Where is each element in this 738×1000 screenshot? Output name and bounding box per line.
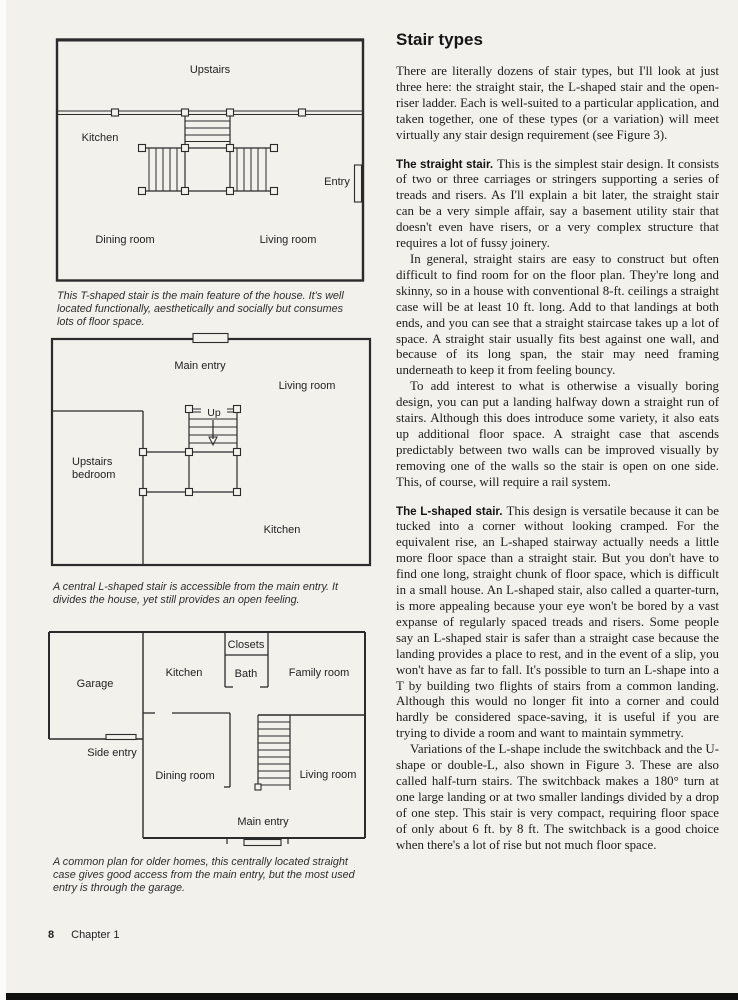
- fig3-label-closets: Closets: [227, 639, 265, 651]
- floor-plan-straight: [48, 626, 370, 848]
- paragraph-text: There are literally dozens of stair types, but I'll look at just three here: the straight stair, the L-shaped stair and the open-riser ladder. Each is well-suited to a particular application, and taken together, one of these types (or a variation) will meet virtually any stair design requirement (see Figure 3).: [396, 64, 719, 142]
- paragraph: [396, 504, 719, 743]
- floor-plan-t-shaped: [55, 37, 365, 283]
- paragraph: [396, 64, 719, 144]
- page-number: 8: [48, 929, 55, 941]
- page-footer: [48, 929, 119, 941]
- figure-caption: A common plan for older homes, this centrally located straight case gives good access from the main entry, but the most used entry is through the garage.: [53, 856, 355, 895]
- scan-left-edge: [0, 0, 6, 1000]
- paragraph-text: Variations of the L-shape include the switchback and the U-shape or double-L, also shown in Figure 3. These are also called half-turn stairs. The switchback makes a 180° turn at one large landing or at two smaller landings divided by a drop of one step. This stair is very compact, requiring floor space of only about 6 ft. by 8 ft. The switchback is a good choice when there's a lot of rise but not much floor space.: [396, 742, 719, 852]
- fig2-label-bedroom-2: bedroom: [72, 469, 116, 481]
- figure-caption: A central L-shaped stair is accessible from the main entry. It divides the house, yet still provides an open feeling.: [53, 581, 339, 607]
- page-title: Stair types: [396, 30, 483, 49]
- fig3-label-living: Living room: [299, 769, 357, 781]
- paragraph-text: In general, straight stairs are easy to construct but often difficult to find room for on the floor plan. They're long and skinny, so in a house with conventional 8-ft. ceilings a straight case will be at least 10 ft. long. Add to that landings at both ends, and you can see that a straight staircase takes up a lot of space. A straight stair usually fits best against one wall, and because of its long span, the stair may need framing underneath to keep it from feeling bouncy.: [396, 251, 719, 378]
- fig1-label-entry: Entry: [324, 176, 350, 188]
- figure-straight-stair-plan: [48, 626, 370, 848]
- scan-bottom-edge: [6, 993, 738, 1000]
- paragraph: [396, 252, 719, 379]
- fig3-label-main-entry: Main entry: [237, 816, 289, 828]
- fig1-label-living: Living room: [259, 234, 317, 246]
- article-column: [396, 30, 719, 854]
- fig3-label-side-entry: Side entry: [87, 747, 137, 759]
- fig1-label-dining: Dining room: [95, 234, 155, 246]
- paragraph: [396, 157, 719, 252]
- figure-caption: This T-shaped stair is the main feature of the house. It's well located functionally, aesthetically and socially but consumes lots of floor space.: [57, 290, 344, 329]
- fig2-label-up: Up: [207, 407, 221, 419]
- paragraph-lead: The straight stair.: [396, 157, 494, 171]
- fig3-label-family: Family room: [288, 667, 350, 679]
- fig2-label-bedroom-1: Upstairs: [72, 456, 113, 468]
- fig1-label-upstairs: Upstairs: [189, 64, 231, 76]
- paragraph-text: To add interest to what is otherwise a visually boring design, you can put a landing halfway down a straight run of stairs. Although this does introduce some variety, it also eats up additional floor space. A straight case that ascends predictably between two walls can be improved visually by removing one of the walls so the stair is open on one side. This, of course, will require a rail system.: [396, 379, 719, 489]
- chapter-label: Chapter 1: [71, 929, 120, 941]
- figure-l-shaped-plan: [50, 332, 372, 568]
- fig3-label-dining: Dining room: [155, 770, 215, 782]
- fig3-label-kitchen: Kitchen: [165, 667, 203, 679]
- fig2-label-kitchen: Kitchen: [263, 524, 301, 536]
- paragraph: [396, 379, 719, 490]
- paragraph-text: This design is versatile because it can be tucked into a corner without looking cramped. For the equivalent rise, an L-shaped stairway actually needs a little more floor space than a straight stair. But you don't have to find one long, straight chunk of floor space, which is difficult in a small house. An L-shaped stair, also called a quarter-turn, is more appealing because your eye won't be bored by a vast expanse of regularly spaced treads and risers. Some people say an L-shaped stair is safer than a straight case because the landing provides a place to rest, and in the event of a slip, you won't have as far to fall. It's possible to turn an L-shape into a T by building two flights of stairs from a common landing. Although this would no longer fit into a corner and could hardly be considered space-saving, it is useful if you are trying to divide a room and want to maintain symmetry.: [396, 503, 719, 741]
- floor-plan-l-shaped: [50, 332, 372, 568]
- paragraph: [396, 742, 719, 853]
- paragraph-text: This is the simplest stair design. It consists of two or three carriages or stringers supporting a series of treads and risers. As I'll explain a bit later, the straight stair can be a very simple affair, say a basement utility stair that doesn't even have risers, or a very complex structure that requires a lot of fussy joinery.: [396, 156, 719, 251]
- paragraph-lead: The L-shaped stair.: [396, 504, 503, 518]
- fig3-label-garage: Garage: [76, 678, 114, 690]
- fig2-label-main-entry: Main entry: [174, 360, 226, 372]
- fig1-label-kitchen: Kitchen: [81, 132, 119, 144]
- figure-t-shaped-plan: [55, 37, 365, 283]
- fig3-label-bath: Bath: [234, 668, 258, 680]
- fig2-label-living: Living room: [278, 380, 336, 392]
